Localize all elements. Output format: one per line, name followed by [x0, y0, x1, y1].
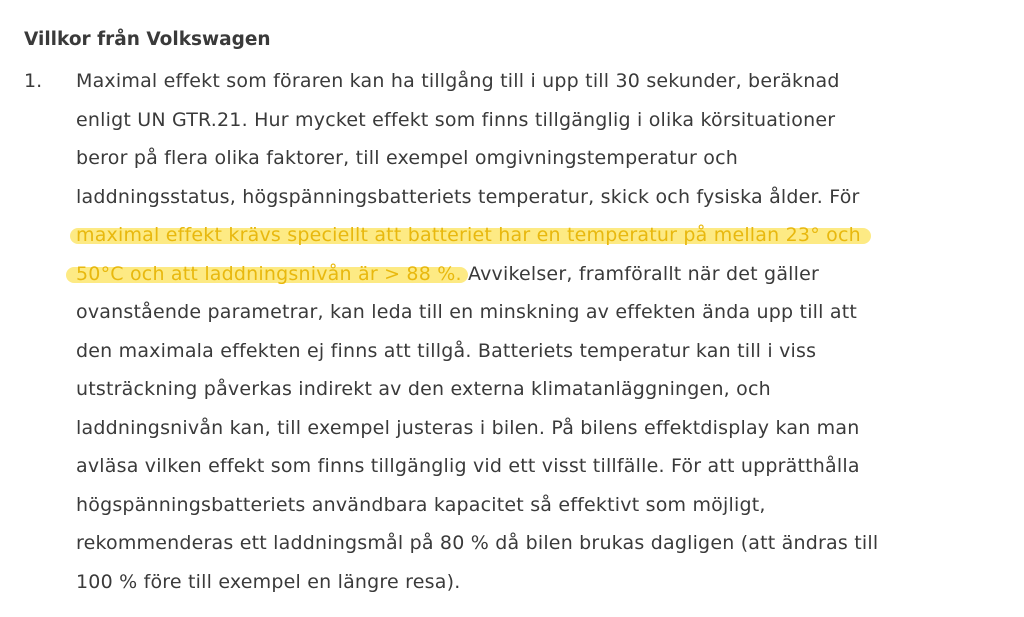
document [24, 26, 1004, 601]
text-line: 100 % före till exempel en längre resa). [76, 570, 461, 593]
text-line: utsträckning påverkas indirekt av den externa klimatanläggningen, och [76, 378, 771, 400]
text-line: avläsa vilken effekt som finns tillgänglig vid ett visst tillfälle. För att upprätthålla [76, 455, 860, 477]
list-item-number: 1. [24, 70, 43, 92]
text-line-rest: Avvikelser, framförallt när det gäller [461, 262, 820, 285]
text-line: laddningsnivån kan, till exempel justeras i bilen. På bilens effektdisplay kan man [76, 416, 860, 439]
document-heading: Villkor från Volkswagen [24, 29, 271, 50]
list-item-body [76, 62, 1004, 601]
highlighted-text: maximal effekt krävs speciellt att batteriet har en temperatur på mellan 23° och [76, 224, 861, 246]
list-item [24, 62, 1004, 601]
text-line: högspänningsbatteriets användbara kapacitet så effektivt som möjligt, [76, 493, 766, 516]
text-line: enligt UN GTR.21. Hur mycket effekt som finns tillgänglig i olika körsituationer [76, 108, 836, 131]
text-line: rekommenderas ett laddningsmål på 80 % då bilen brukas dagligen (att ändras till [76, 532, 879, 554]
highlighted-text: 50°C och att laddningsnivån är > 88 %. [76, 262, 462, 285]
text-line: Maximal effekt som föraren kan ha tillgång till i upp till 30 sekunder, beräknad [76, 70, 840, 92]
text-line: beror på flera olika faktorer, till exempel omgivningstemperatur och [76, 147, 738, 169]
text-line-partially-highlighted [76, 255, 1004, 294]
text-line: den maximala effekten ej finns att tillgå. Batteriets temperatur kan till i viss [76, 339, 817, 362]
text-line-highlighted [76, 216, 1004, 255]
text-line: laddningsstatus, högspänningsbatteriets temperatur, skick och fysiska ålder. För [76, 185, 860, 208]
text-line: ovanstående parametrar, kan leda till en minskning av effekten ända upp till att [76, 301, 858, 323]
